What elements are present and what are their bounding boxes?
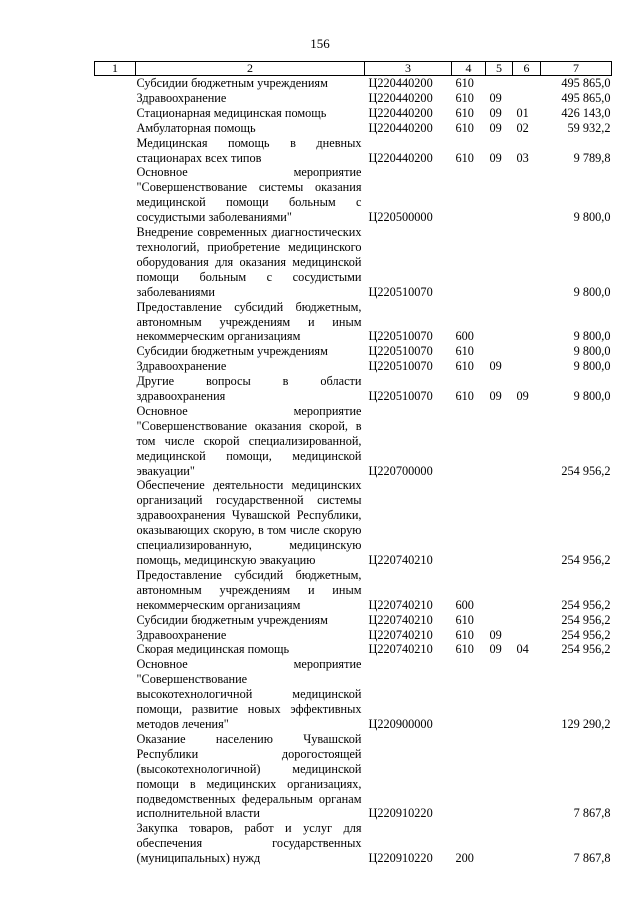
- row-type-cell: 600: [455, 597, 474, 612]
- row-index-cell: [95, 657, 136, 732]
- row-index-cell: [95, 300, 136, 345]
- row-name-cell: Субсидии бюджетным учреждениям: [136, 76, 328, 90]
- row-name-cell: Предоставление субсидий бюджетным, автономным учреждениям и иным некоммерческим организациям: [136, 567, 362, 612]
- row-index-cell: [95, 165, 136, 225]
- table-row: [95, 344, 612, 359]
- row-index-cell: [95, 76, 136, 91]
- row-type-cell: 610: [455, 627, 474, 642]
- table-row: [95, 657, 612, 732]
- table-row: [95, 136, 612, 166]
- row-index-cell: [95, 374, 136, 404]
- row-type-cell: 610: [455, 642, 474, 657]
- table-row: [95, 121, 612, 136]
- row-amount-cell: 254 956,2: [561, 597, 611, 612]
- row-section-cell: 09: [489, 627, 502, 642]
- row-index-cell: [95, 732, 136, 821]
- row-index-cell: [95, 344, 136, 359]
- table-row: [95, 732, 612, 821]
- row-section-cell: 09: [489, 642, 502, 657]
- row-name-cell: Субсидии бюджетным учреждениям: [136, 612, 328, 627]
- row-section-cell: [486, 478, 513, 567]
- row-code-cell: Ц220510070: [368, 284, 433, 299]
- row-code-cell: Ц220440200: [368, 90, 433, 105]
- row-index-cell: [95, 404, 136, 479]
- row-index-cell: [95, 91, 136, 106]
- row-section-cell: [486, 300, 513, 345]
- row-amount-cell: 254 956,2: [561, 553, 611, 567]
- row-index-cell: [95, 136, 136, 166]
- row-code-cell: Ц220510070: [368, 329, 433, 344]
- row-amount-cell: 9 800,0: [573, 329, 611, 344]
- table-header-row: [95, 62, 612, 76]
- row-type-cell: 610: [455, 105, 474, 120]
- row-type-cell: 610: [455, 90, 474, 105]
- row-type-cell: 610: [455, 389, 474, 404]
- row-code-cell: Ц220900000: [368, 716, 433, 731]
- row-amount-cell: 254 956,2: [561, 642, 611, 657]
- row-subsection-cell: [513, 657, 541, 732]
- row-name-cell: Здравоохранение: [136, 627, 227, 642]
- table-row: [95, 106, 612, 121]
- row-subsection-cell: [513, 732, 541, 821]
- row-subsection-cell: [513, 613, 541, 628]
- table-row: [95, 225, 612, 300]
- row-section-cell: [486, 821, 513, 866]
- row-code-cell: Ц220500000: [368, 210, 433, 225]
- row-subsection-cell: [513, 225, 541, 300]
- row-code-cell: Ц220700000: [368, 463, 433, 478]
- table-row: [95, 478, 612, 567]
- row-name-cell: Внедрение современных диагностических технологий, приобретение медицинского оборудования для оказания медицинской помощи больным с сосудистыми заболеваниями: [136, 225, 362, 299]
- row-amount-cell: 7 867,8: [573, 806, 611, 821]
- row-subsection-cell: [513, 404, 541, 479]
- header-cell: 1: [95, 62, 136, 76]
- row-name-cell: Стационарная медицинская помощь: [136, 105, 327, 120]
- row-name-cell: Основное мероприятие "Совершенствование высокотехнологичной медицинской помощи, развитие новых эффективных методов лечения": [136, 657, 362, 731]
- row-code-cell: Ц220910220: [368, 806, 433, 821]
- row-section-cell: [486, 613, 513, 628]
- row-type-cell: [452, 478, 486, 567]
- row-subsection-cell: [513, 628, 541, 643]
- table-row: [95, 165, 612, 225]
- row-type-cell: 610: [455, 76, 474, 90]
- row-amount-cell: 129 290,2: [561, 716, 611, 731]
- table-row: [95, 374, 612, 404]
- row-index-cell: [95, 478, 136, 567]
- row-name-cell: Здравоохранение: [136, 359, 227, 374]
- row-code-cell: Ц220740210: [368, 612, 433, 627]
- row-name-cell: Другие вопросы в области здравоохранения: [136, 374, 362, 404]
- row-name-cell: Здравоохранение: [136, 90, 227, 105]
- row-subsection-cell: [513, 300, 541, 345]
- row-name-cell: Обеспечение деятельности медицинских организаций государственной системы здравоохранения Чувашской Республики, оказывающих скорую, в том числе скорую специализированную, медицинскую помощь, медицинскую эвакуацию: [136, 478, 362, 567]
- header-cell: 7: [541, 62, 612, 76]
- row-section-cell: [486, 732, 513, 821]
- row-name-cell: Субсидии бюджетным учреждениям: [136, 344, 328, 359]
- page-number: 156: [310, 36, 330, 51]
- row-type-cell: [452, 165, 486, 225]
- budget-table: [94, 61, 612, 866]
- row-index-cell: [95, 613, 136, 628]
- row-amount-cell: 254 956,2: [561, 612, 611, 627]
- row-subsection-cell: [513, 821, 541, 866]
- table-row: [95, 613, 612, 628]
- row-subsection-cell: [513, 344, 541, 359]
- row-index-cell: [95, 359, 136, 374]
- row-section-cell: 09: [489, 105, 502, 120]
- row-type-cell: [452, 732, 486, 821]
- row-amount-cell: 7 867,8: [573, 851, 611, 866]
- row-code-cell: Ц220510070: [368, 344, 433, 359]
- row-amount-cell: 9 800,0: [573, 389, 611, 404]
- row-index-cell: [95, 821, 136, 866]
- row-subsection-cell: [513, 568, 541, 613]
- row-section-cell: 09: [489, 90, 502, 105]
- row-index-cell: [95, 225, 136, 300]
- row-type-cell: 610: [455, 120, 474, 135]
- row-subsection-cell: 01: [516, 105, 529, 120]
- row-amount-cell: 254 956,2: [561, 463, 611, 478]
- row-section-cell: [486, 76, 513, 91]
- row-section-cell: [486, 344, 513, 359]
- row-code-cell: Ц220740210: [368, 553, 433, 567]
- table-row: [95, 821, 612, 866]
- row-code-cell: Ц220740210: [368, 642, 433, 657]
- header-cell: 4: [452, 62, 486, 76]
- row-code-cell: Ц220440200: [368, 120, 433, 135]
- row-subsection-cell: [513, 91, 541, 106]
- row-code-cell: Ц220740210: [368, 597, 433, 612]
- row-code-cell: Ц220440200: [368, 150, 433, 165]
- row-amount-cell: 426 143,0: [561, 105, 611, 120]
- row-section-cell: [486, 657, 513, 732]
- header-cell: 3: [365, 62, 452, 76]
- row-type-cell: 600: [455, 329, 474, 344]
- row-subsection-cell: 09: [516, 389, 529, 404]
- row-amount-cell: 9 800,0: [573, 210, 611, 225]
- row-subsection-cell: 02: [516, 120, 529, 135]
- row-section-cell: 09: [489, 150, 502, 165]
- row-index-cell: [95, 642, 136, 657]
- row-name-cell: Основное мероприятие "Совершенствование системы оказания медицинской помощи больным с сосудистыми заболеваниями": [136, 165, 362, 225]
- row-type-cell: [452, 657, 486, 732]
- table-row: [95, 359, 612, 374]
- row-section-cell: 09: [489, 120, 502, 135]
- row-name-cell: Закупка товаров, работ и услуг для обеспечения государственных (муниципальных) нужд: [136, 821, 362, 866]
- row-amount-cell: 9 800,0: [573, 359, 611, 374]
- row-name-cell: Оказание населению Чувашской Республики дорогостоящей (высокотехнологичной) медицинской помощи в медицинских организациях, подведомственных федеральным органам исполнительной власти: [136, 731, 362, 821]
- row-amount-cell: 9 789,8: [573, 150, 611, 165]
- table-row: [95, 300, 612, 345]
- table-row: [95, 76, 612, 91]
- row-amount-cell: 59 932,2: [567, 120, 611, 135]
- row-amount-cell: 495 865,0: [561, 90, 611, 105]
- row-index-cell: [95, 121, 136, 136]
- row-index-cell: [95, 568, 136, 613]
- row-subsection-cell: 04: [516, 642, 529, 657]
- row-amount-cell: 9 800,0: [573, 344, 611, 359]
- row-type-cell: 200: [455, 851, 474, 866]
- row-type-cell: [452, 404, 486, 479]
- row-code-cell: Ц220440200: [368, 105, 433, 120]
- row-subsection-cell: [513, 165, 541, 225]
- row-type-cell: 610: [455, 359, 474, 374]
- row-type-cell: 610: [455, 612, 474, 627]
- table-row: [95, 642, 612, 657]
- table-row: [95, 91, 612, 106]
- row-name-cell: Скорая медицинская помощь: [136, 642, 290, 657]
- row-subsection-cell: [513, 76, 541, 91]
- row-type-cell: 610: [455, 344, 474, 359]
- row-code-cell: Ц220510070: [368, 389, 433, 404]
- header-cell: 5: [486, 62, 513, 76]
- row-code-cell: Ц220510070: [368, 359, 433, 374]
- table-body: [95, 76, 612, 867]
- row-amount-cell: 495 865,0: [561, 76, 611, 90]
- row-subsection-cell: [513, 359, 541, 374]
- row-section-cell: [486, 165, 513, 225]
- row-name-cell: Медицинская помощь в дневных стационарах всех типов: [136, 135, 362, 165]
- table-row: [95, 404, 612, 479]
- row-amount-cell: 254 956,2: [561, 627, 611, 642]
- row-code-cell: Ц220440200: [368, 76, 433, 90]
- row-name-cell: Предоставление субсидий бюджетным, автономным учреждениям и иным некоммерческим организациям: [136, 299, 362, 344]
- row-type-cell: 610: [455, 150, 474, 165]
- row-index-cell: [95, 628, 136, 643]
- row-subsection-cell: [513, 478, 541, 567]
- row-amount-cell: 9 800,0: [573, 284, 611, 299]
- row-subsection-cell: 03: [516, 150, 529, 165]
- row-section-cell: [486, 225, 513, 300]
- row-name-cell: Амбулаторная помощь: [136, 120, 256, 135]
- row-name-cell: Основное мероприятие "Совершенствование оказания скорой, в том числе скорой специализированной, медицинской помощи, медицинской эвакуации": [136, 403, 362, 478]
- row-section-cell: 09: [489, 359, 502, 374]
- table-row: [95, 628, 612, 643]
- header-cell: 2: [136, 62, 365, 76]
- row-index-cell: [95, 106, 136, 121]
- row-section-cell: [486, 404, 513, 479]
- row-type-cell: [452, 225, 486, 300]
- row-code-cell: Ц220910220: [368, 851, 433, 866]
- table-row: [95, 568, 612, 613]
- row-section-cell: [486, 568, 513, 613]
- row-code-cell: Ц220740210: [368, 627, 433, 642]
- header-cell: 6: [513, 62, 541, 76]
- row-section-cell: 09: [489, 389, 502, 404]
